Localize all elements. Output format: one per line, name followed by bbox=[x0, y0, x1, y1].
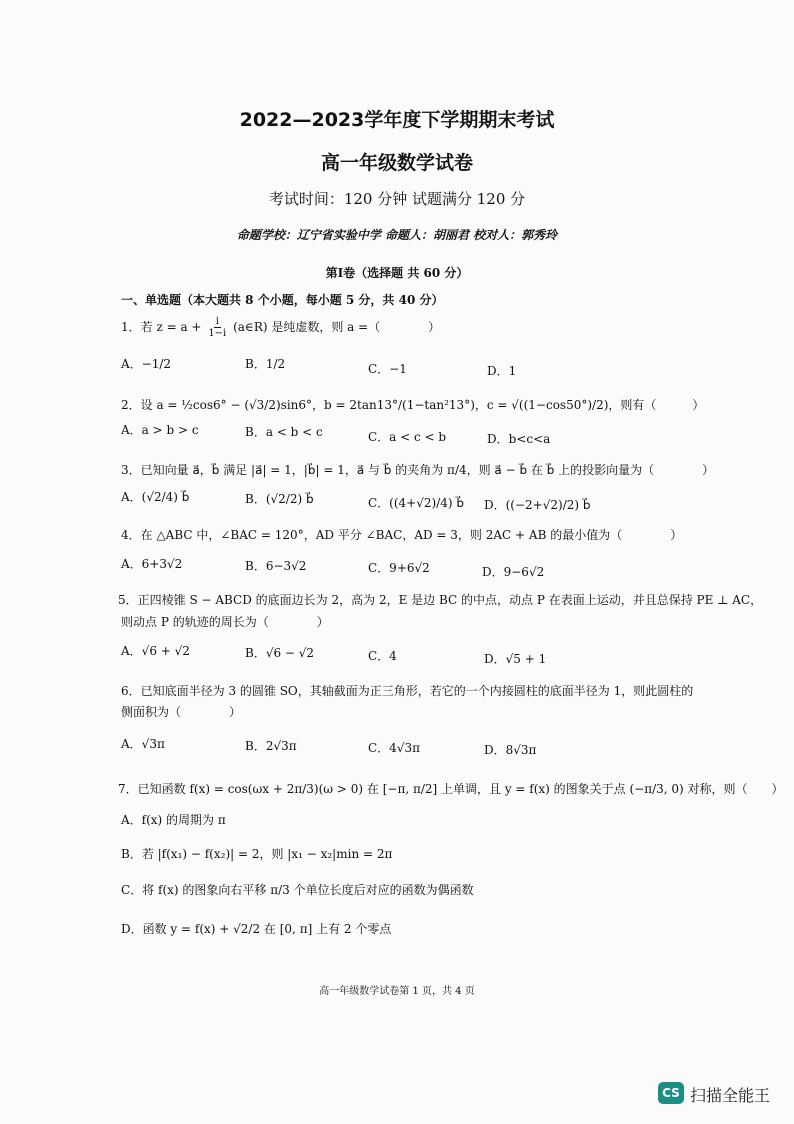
exam-title: 2022—2023学年度下学期期末考试 bbox=[239, 109, 555, 131]
q7-option-a: A．f(x) 的周期为 π bbox=[121, 813, 226, 827]
q7-option-b: B．若 |f(x₁) − f(x₂)| = 2，则 |x₁ − x₂|min = 2π bbox=[121, 847, 393, 861]
q7-option-d: D．函数 y = f(x) + √2/2 在 [0, π] 上有 2 个零点 bbox=[121, 922, 392, 936]
part-heading: 第Ⅰ卷（选择题 共 60 分） bbox=[325, 266, 469, 280]
exam-subtitle: 高一年级数学试卷 bbox=[320, 152, 473, 174]
exam-school-info: 命题学校：辽宁省实验中学 命题人：胡丽君 校对人：郭秀玲 bbox=[236, 228, 558, 242]
q3-option-c: C．((4+√2)/4) b⃗ bbox=[368, 496, 464, 510]
question-1 bbox=[121, 316, 440, 339]
q1-option-a: A．−1/2 bbox=[121, 357, 172, 371]
q6-option-c: C．4√3π bbox=[368, 741, 420, 755]
q6-option-b: B．2√3π bbox=[245, 739, 297, 753]
question-2: 2．设 a = ½cos6° − (√3/2)sin6°，b = 2tan13°/(1−tan²13°)，c = √((1−cos50°)/2)，则有（ ） bbox=[121, 398, 705, 412]
q7-option-c: C．将 f(x) 的图象向右平移 π/3 个单位长度后对应的函数为偶函数 bbox=[121, 883, 474, 897]
question-6-line-1: 6．已知底面半径为 3 的圆锥 SO，其轴截面为正三角形，若它的一个内接圆柱的底面半径为 1，则此圆柱的 bbox=[121, 684, 694, 698]
q1-option-b: B．1/2 bbox=[245, 357, 286, 371]
q2-option-b: B．a < b < c bbox=[245, 425, 323, 439]
q4-option-c: C．9+6√2 bbox=[368, 561, 430, 575]
section-heading: 一、单选题（本大题共 8 个小题，每小题 5 分，共 40 分） bbox=[121, 293, 444, 307]
page-footer: 高一年级数学试卷第 1 页，共 4 页 bbox=[319, 986, 475, 997]
q2-option-a: A．a > b > c bbox=[121, 423, 199, 437]
question-1-post: (a∈R) 是纯虚数，则 a =（ ） bbox=[233, 320, 441, 334]
q3-option-a: A．(√2/4) b⃗ bbox=[121, 490, 190, 504]
q1-option-c: C．−1 bbox=[368, 362, 407, 376]
q5-option-b: B．√6 − √2 bbox=[245, 646, 315, 660]
q2-option-c: C．a < c < b bbox=[368, 430, 447, 444]
question-6-line-2: 侧面积为（ ） bbox=[121, 705, 242, 719]
q4-option-a: A．6+3√2 bbox=[121, 557, 183, 571]
q6-option-d: D．8√3π bbox=[484, 743, 537, 757]
q5-option-c: C．4 bbox=[368, 649, 397, 663]
q3-option-d: D．((−2+√2)/2) b⃗ bbox=[484, 498, 591, 512]
q1-option-d: D．1 bbox=[487, 364, 517, 378]
question-1-fraction-num: i bbox=[215, 316, 219, 327]
exam-time-info: 考试时间：120 分钟 试题满分 120 分 bbox=[268, 190, 526, 208]
question-4: 4．在 △ABC 中，∠BAC = 120°，AD 平分 ∠BAC，AD = 3，则 2AC + AB 的最小值为（ ） bbox=[121, 528, 683, 542]
question-5-line-2: 则动点 P 的轨迹的周长为（ ） bbox=[121, 615, 329, 629]
question-1-pre: 1．若 z = a + bbox=[121, 320, 202, 334]
question-1-fraction-den: 1−i bbox=[208, 328, 227, 339]
q3-option-b: B．(√2/2) b⃗ bbox=[245, 492, 314, 506]
scanner-watermark-text: 扫描全能王 bbox=[690, 1086, 771, 1105]
question-5-line-1: 5．正四棱锥 S − ABCD 的底面边长为 2，高为 2，E 是边 BC 的中点，动点 P 在表面上运动，并且总保持 PE ⊥ AC， bbox=[118, 593, 763, 607]
q5-option-d: D．√5 + 1 bbox=[484, 652, 547, 666]
q4-option-d: D．9−6√2 bbox=[482, 565, 545, 579]
scanner-logo-icon: CS bbox=[658, 1082, 684, 1104]
q4-option-b: B．6−3√2 bbox=[245, 559, 307, 573]
question-7: 7．已知函数 f(x) = cos(ωx + 2π/3)(ω > 0) 在 [−π, π/2] 上单调，且 y = f(x) 的图象关于点 (−π/3, 0) 对称，则（ ） bbox=[118, 782, 784, 796]
q6-option-a: A．√3π bbox=[121, 737, 165, 751]
q5-option-a: A．√6 + √2 bbox=[121, 644, 190, 658]
question-1-fraction bbox=[206, 316, 228, 339]
question-3: 3．已知向量 a⃗，b⃗ 满足 |a⃗| = 1，|b⃗| = 1，a⃗ 与 b⃗ 的夹角为 π/4，则 a⃗ − b⃗ 在 b⃗ 上的投影向量为（ ） bbox=[121, 463, 715, 477]
q2-option-d: D．b<c<a bbox=[487, 432, 551, 446]
